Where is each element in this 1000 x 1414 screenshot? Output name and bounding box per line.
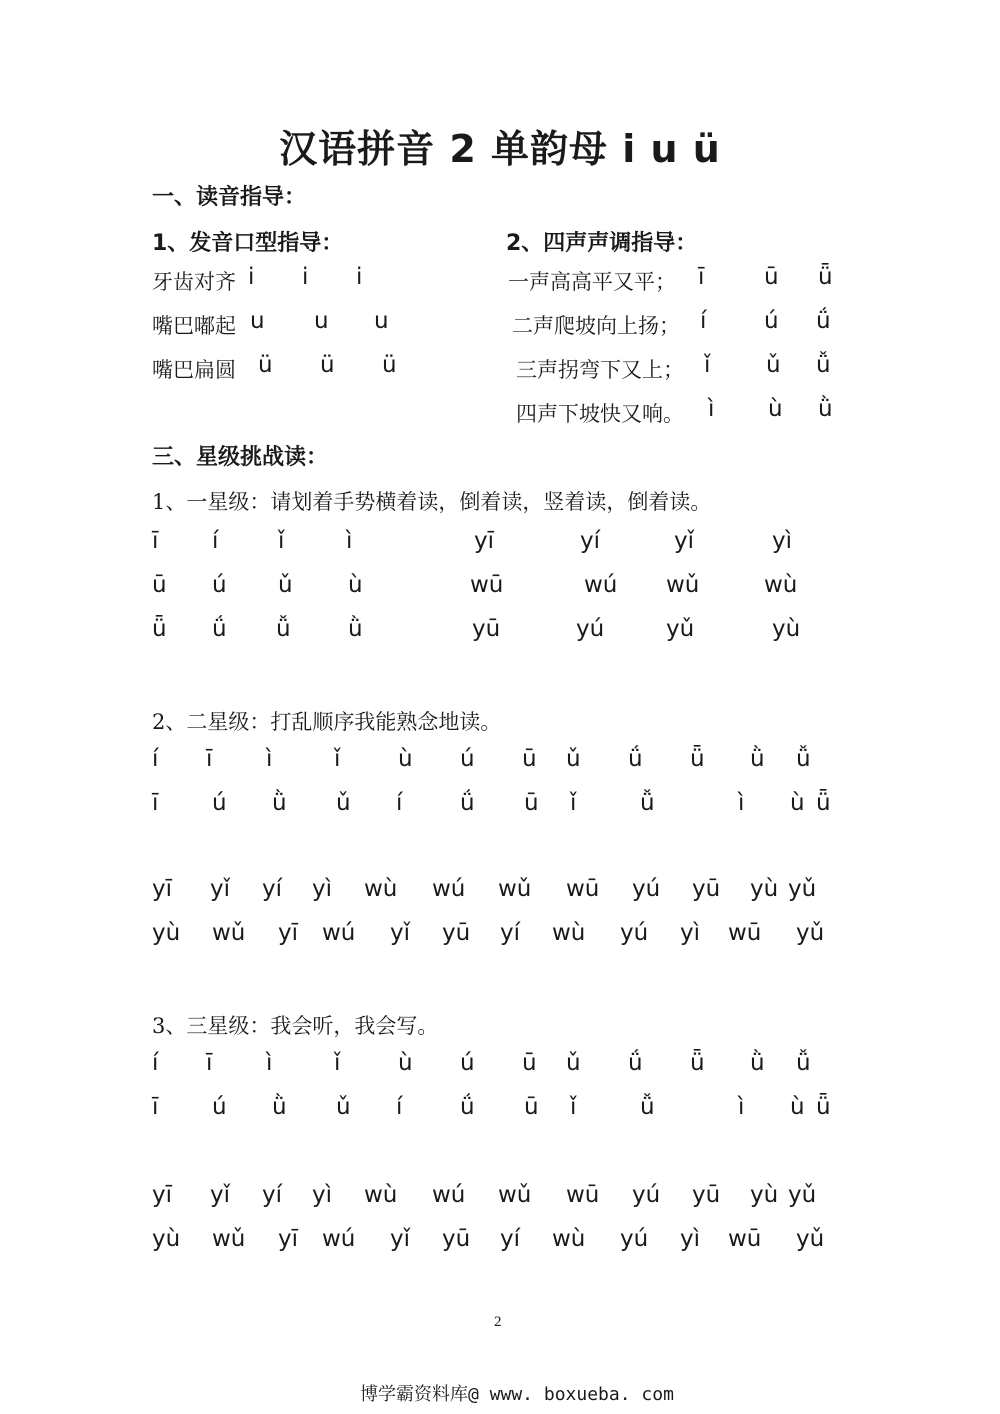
level3-cell: ī xyxy=(152,1094,159,1120)
level1-cell: ú xyxy=(212,572,227,598)
level2-cell: ī xyxy=(206,746,213,772)
level1-cell: wù xyxy=(764,572,798,598)
mouth-row-letter: i xyxy=(248,264,255,290)
level2-syllable: wǔ xyxy=(212,920,246,946)
page-number: 2 xyxy=(494,1314,502,1330)
level2-syllable: yì xyxy=(312,876,333,902)
level3-cell: ǘ xyxy=(628,1050,643,1076)
level2-syllable: wú xyxy=(322,920,356,946)
level3-syllable: yì xyxy=(680,1226,701,1252)
level1-cell: yǔ xyxy=(666,616,695,642)
tone-row-letter: ǜ xyxy=(818,396,833,422)
level2-cell: ǚ xyxy=(796,746,811,772)
level2-cell: ǔ xyxy=(336,790,351,816)
level1-cell: ū xyxy=(152,572,167,598)
level3-syllable: yī xyxy=(278,1226,299,1252)
level2-cell: ǐ xyxy=(570,790,577,816)
level3-cell: ū xyxy=(524,1094,539,1120)
level2-syllable: wù xyxy=(364,876,398,902)
level3-syllable: wù xyxy=(364,1182,398,1208)
level1-cell: wú xyxy=(584,572,618,598)
level3-syllable: wú xyxy=(322,1226,356,1252)
level2-syllable: yú xyxy=(632,876,661,902)
level2-cell: ú xyxy=(212,790,227,816)
tone-row-label: 一声高高平又平； xyxy=(508,270,676,294)
mouth-row-label: 牙齿对齐 xyxy=(152,270,236,294)
level1-cell: yù xyxy=(772,616,801,642)
level3-cell: ǖ xyxy=(690,1050,705,1076)
level1-cell: wū xyxy=(470,572,504,598)
level2-cell: ǖ xyxy=(816,790,831,816)
level2-syllable: yū xyxy=(692,876,721,902)
level2-cell: ù xyxy=(398,746,413,772)
level2-cell: ì xyxy=(266,746,273,772)
level3-syllable: yí xyxy=(500,1226,521,1252)
level3-cell: ǐ xyxy=(334,1050,341,1076)
mouth-row-letter: u xyxy=(374,308,389,334)
level3-cell: í xyxy=(396,1094,403,1120)
level2-syllable: yí xyxy=(500,920,521,946)
level2-syllable: yǐ xyxy=(390,920,411,946)
level2-syllable: yù xyxy=(750,876,779,902)
level3-cell: í xyxy=(152,1050,159,1076)
level1-cell: yí xyxy=(580,528,601,554)
level3-cell: ǜ xyxy=(750,1050,765,1076)
tone-row-letter: ǖ xyxy=(818,264,833,290)
mouth-shape-heading: 1、发音口型指导： xyxy=(152,231,344,256)
level3-syllable: yì xyxy=(312,1182,333,1208)
level1-cell: yì xyxy=(772,528,793,554)
section3-heading: 三、星级挑战读： xyxy=(152,445,329,470)
level2-instruction: 2、二星级：打乱顺序我能熟念地读。 xyxy=(152,710,502,734)
mouth-row-letter: u xyxy=(250,308,265,334)
level2-cell: ǜ xyxy=(750,746,765,772)
level2-cell: ǘ xyxy=(628,746,643,772)
level1-cell: yī xyxy=(474,528,495,554)
level1-cell: ǘ xyxy=(212,616,227,642)
level3-syllable: yí xyxy=(262,1182,283,1208)
tone-row-letter: ǚ xyxy=(816,352,831,378)
level2-cell: ǔ xyxy=(566,746,581,772)
level1-cell: ǔ xyxy=(278,572,293,598)
level3-cell: ù xyxy=(790,1094,805,1120)
level2-syllable: yí xyxy=(262,876,283,902)
level3-syllable: yī xyxy=(152,1182,173,1208)
page-title: 汉语拼音 2 单韵母 i u ü xyxy=(279,127,721,171)
level2-syllable: wú xyxy=(432,876,466,902)
level1-cell: yǐ xyxy=(674,528,695,554)
level2-cell: ū xyxy=(522,746,537,772)
level2-syllable: yī xyxy=(278,920,299,946)
level3-syllable: yū xyxy=(442,1226,471,1252)
level2-cell: í xyxy=(396,790,403,816)
level1-cell: ù xyxy=(348,572,363,598)
level2-syllable: yú xyxy=(620,920,649,946)
level2-cell: ī xyxy=(152,790,159,816)
level2-syllable: yī xyxy=(152,876,173,902)
level2-cell: ì xyxy=(738,790,745,816)
level1-cell: yú xyxy=(576,616,605,642)
level3-cell: ǔ xyxy=(566,1050,581,1076)
level3-cell: ù xyxy=(398,1050,413,1076)
level3-syllable: wǔ xyxy=(498,1182,532,1208)
level1-cell: ǖ xyxy=(152,616,167,642)
level3-cell: ǖ xyxy=(816,1094,831,1120)
level2-syllable: yū xyxy=(442,920,471,946)
tone-row-label: 三声拐弯下又上； xyxy=(516,358,684,382)
level3-cell: ū xyxy=(522,1050,537,1076)
level2-cell: ū xyxy=(524,790,539,816)
level3-syllable: wū xyxy=(728,1226,762,1252)
tone-row-letter: ī xyxy=(698,264,705,290)
tone-row-letter: í xyxy=(700,308,707,334)
level2-cell: ù xyxy=(790,790,805,816)
level2-cell: ú xyxy=(460,746,475,772)
tone-row-letter: ǔ xyxy=(766,352,781,378)
tone-row-letter: ǐ xyxy=(704,352,711,378)
level3-syllable: yǐ xyxy=(390,1226,411,1252)
mouth-row-letter: ü xyxy=(258,352,273,378)
mouth-row-letter: i xyxy=(356,264,363,290)
level2-syllable: wǔ xyxy=(498,876,532,902)
level3-cell: ǔ xyxy=(336,1094,351,1120)
level2-syllable: yǔ xyxy=(796,920,825,946)
mouth-row-label: 嘴巴扁圆 xyxy=(152,358,236,382)
level2-cell: ǜ xyxy=(272,790,287,816)
mouth-row-letter: i xyxy=(302,264,309,290)
level1-cell: ǐ xyxy=(278,528,285,554)
level3-cell: ú xyxy=(212,1094,227,1120)
level2-cell: ǐ xyxy=(334,746,341,772)
level3-cell: ǚ xyxy=(640,1094,655,1120)
level3-cell: ǐ xyxy=(570,1094,577,1120)
tone-row-letter: ù xyxy=(768,396,783,422)
level3-cell: ī xyxy=(206,1050,213,1076)
level3-syllable: yú xyxy=(632,1182,661,1208)
level3-syllable: yū xyxy=(692,1182,721,1208)
tone-row-letter: ū xyxy=(764,264,779,290)
level3-cell: ǚ xyxy=(796,1050,811,1076)
level2-syllable: wū xyxy=(728,920,762,946)
level2-syllable: yǐ xyxy=(210,876,231,902)
tone-row-letter: ì xyxy=(708,396,715,422)
level3-cell: ǘ xyxy=(460,1094,475,1120)
level3-syllable: yù xyxy=(750,1182,779,1208)
level3-syllable: wǔ xyxy=(212,1226,246,1252)
level1-cell: yū xyxy=(472,616,501,642)
mouth-row-label: 嘴巴嘟起 xyxy=(152,314,236,338)
level3-cell: ǜ xyxy=(272,1094,287,1120)
level3-syllable: wù xyxy=(552,1226,586,1252)
level1-cell: ī xyxy=(152,528,159,554)
level2-cell: ǖ xyxy=(690,746,705,772)
footer-watermark: 博学霸资料库@ www. boxueba. com xyxy=(360,1384,674,1405)
level3-cell: ì xyxy=(266,1050,273,1076)
level2-cell: ǘ xyxy=(460,790,475,816)
level1-cell: í xyxy=(212,528,219,554)
level3-syllable: yù xyxy=(152,1226,181,1252)
level2-syllable: yù xyxy=(152,920,181,946)
level2-syllable: wū xyxy=(566,876,600,902)
level3-syllable: wú xyxy=(432,1182,466,1208)
level2-syllable: yǔ xyxy=(788,876,817,902)
level3-syllable: yú xyxy=(620,1226,649,1252)
level3-syllable: wū xyxy=(566,1182,600,1208)
tone-row-letter: ǘ xyxy=(816,308,831,334)
tone-row-letter: ú xyxy=(764,308,779,334)
level1-instruction: 1、一星级：请划着手势横着读，倒着读，竖着读，倒着读。 xyxy=(152,490,712,514)
level1-cell: wǔ xyxy=(666,572,700,598)
level2-syllable: yì xyxy=(680,920,701,946)
tone-row-label: 二声爬坡向上扬； xyxy=(512,314,680,338)
level2-cell: ǚ xyxy=(640,790,655,816)
level2-syllable: wù xyxy=(552,920,586,946)
level3-syllable: yǔ xyxy=(796,1226,825,1252)
level1-cell: ǚ xyxy=(276,616,291,642)
section1-heading: 一、读音指导： xyxy=(152,185,307,210)
level3-instruction: 3、三星级：我会听，我会写。 xyxy=(152,1014,439,1038)
level1-cell: ǜ xyxy=(348,616,363,642)
tone-guide-heading: 2、四声声调指导： xyxy=(506,231,698,256)
level3-cell: ì xyxy=(738,1094,745,1120)
level3-syllable: yǔ xyxy=(788,1182,817,1208)
mouth-row-letter: u xyxy=(314,308,329,334)
mouth-row-letter: ü xyxy=(320,352,335,378)
level2-cell: í xyxy=(152,746,159,772)
level3-cell: ú xyxy=(460,1050,475,1076)
tone-row-label: 四声下坡快又响。 xyxy=(516,402,684,426)
level3-syllable: yǐ xyxy=(210,1182,231,1208)
level1-cell: ì xyxy=(346,528,353,554)
mouth-row-letter: ü xyxy=(382,352,397,378)
